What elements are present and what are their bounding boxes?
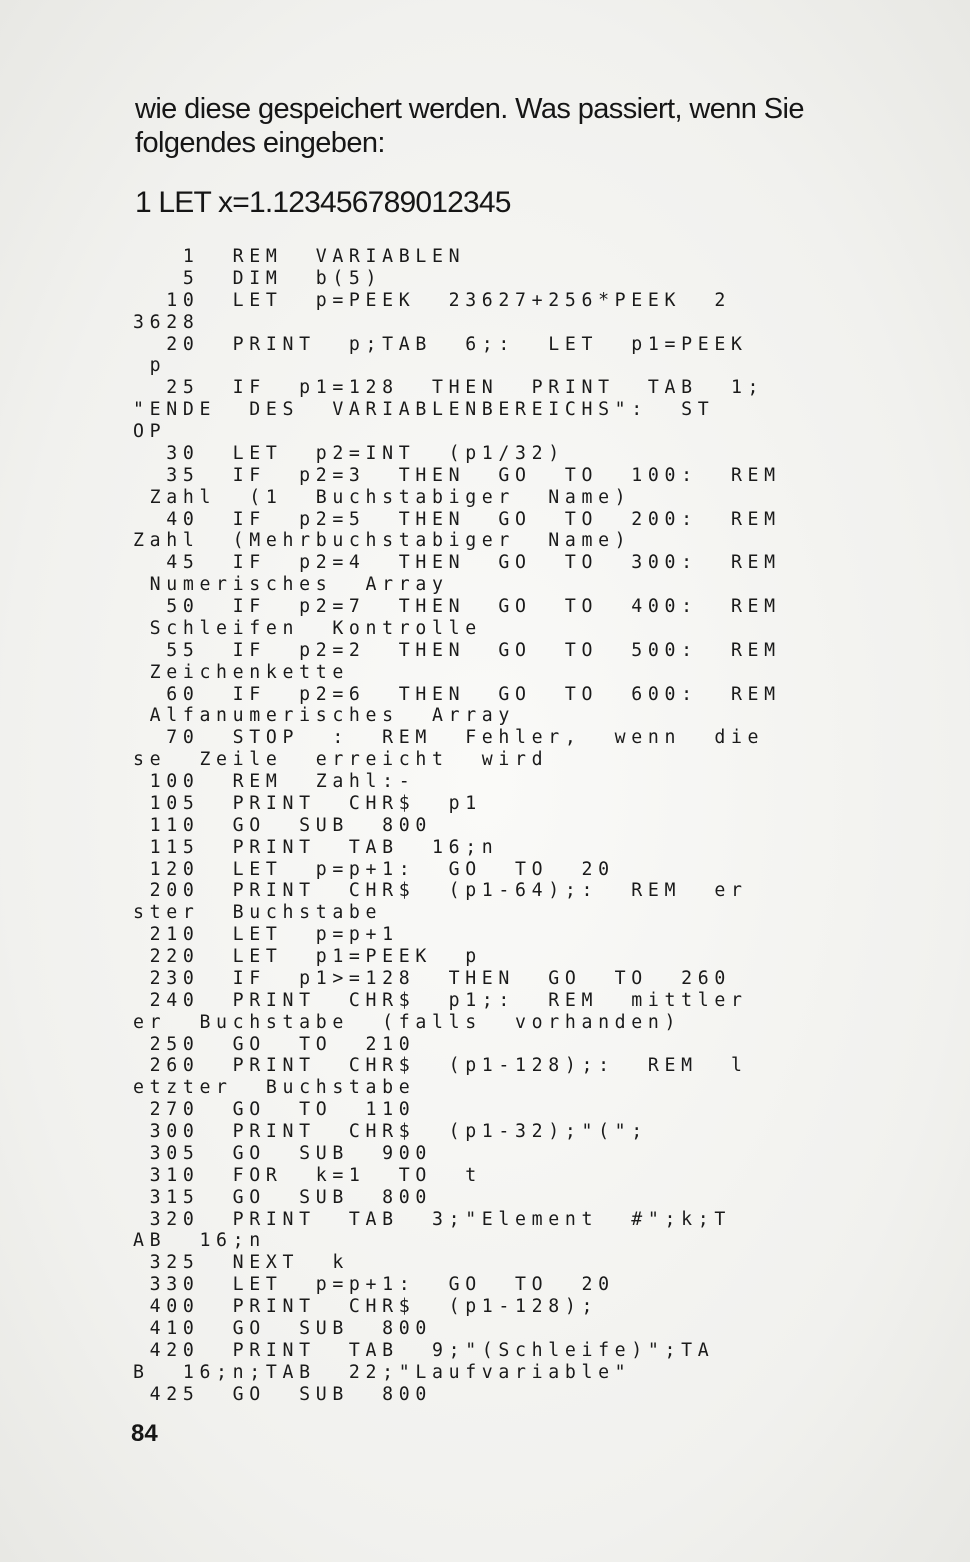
listing-line: 305 GO SUB 900 (133, 1142, 432, 1164)
intro-line-1: wie diese gespeichert werden. Was passiert, wenn Sie (135, 93, 804, 125)
listing-line: Zahl (Mehrbuchstabiger Name) (133, 530, 632, 552)
listing-line: 400 PRINT CHR$ (p1-128); (133, 1296, 599, 1317)
listing-line: 230 IF p1>=128 THEN GO TO 260 (133, 967, 731, 989)
listing-line: "ENDE DES VARIABLENBEREICHS": ST (133, 399, 715, 421)
listing-line: 115 PRINT TAB 16;n (133, 836, 499, 858)
listing-line: Zeichenkette (133, 661, 349, 683)
listing-line: 110 GO SUB 800 (133, 814, 432, 836)
listing-line: Schleifen Kontrolle (133, 617, 482, 639)
listing-line: 20 PRINT p;TAB 6;: LET p1=PEEK (133, 333, 748, 355)
listing-line: 240 PRINT CHR$ p1;: REM mittler (133, 989, 748, 1011)
listing-line: 260 PRINT CHR$ (p1-128);: REM l (133, 1055, 748, 1077)
listing-line: 425 GO SUB 800 (133, 1383, 432, 1405)
listing-line: 270 GO TO 110 (133, 1099, 416, 1121)
page-number: 84 (131, 1420, 158, 1447)
listing-line: 30 LET p2=INT (p1/32) (133, 442, 565, 464)
listing-line: 325 NEXT k (133, 1252, 349, 1274)
listing-line: 120 LET p=p+1: GO TO 20 (133, 858, 615, 880)
basic-program-listing (133, 246, 833, 1405)
listing-line: OP (133, 421, 167, 442)
listing-line: se Zeile erreicht wird (133, 749, 549, 771)
listing-line: 55 IF p2=2 THEN GO TO 500: REM (133, 639, 781, 661)
listing-line: B 16;n;TAB 22;"Laufvariable" (133, 1361, 632, 1383)
listing-line: 40 IF p2=5 THEN GO TO 200: REM (133, 508, 781, 530)
listing-line: Numerisches Array (133, 574, 449, 596)
listing-line: etzter Buchstabe (133, 1077, 416, 1099)
listing-line: 5 DIM b(5) (133, 267, 383, 289)
listing-line: ster Buchstabe (133, 902, 383, 924)
intro-paragraph (135, 92, 855, 160)
listing-line: 70 STOP : REM Fehler, wenn die (133, 727, 765, 749)
listing-line: Zahl (1 Buchstabiger Name) (133, 486, 632, 508)
listing-line: 50 IF p2=7 THEN GO TO 400: REM (133, 596, 781, 617)
listing-line: 315 GO SUB 800 (133, 1186, 432, 1208)
listing-line: 250 GO TO 210 (133, 1033, 416, 1055)
listing-line: 35 IF p2=3 THEN GO TO 100: REM (133, 464, 781, 486)
listing-line: 60 IF p2=6 THEN GO TO 600: REM (133, 683, 781, 705)
listing-line: 105 PRINT CHR$ p1 (133, 792, 482, 814)
listing-line: 420 PRINT TAB 9;"(Schleife)";TA (133, 1339, 715, 1361)
intro-line-2: folgendes eingeben: (135, 127, 385, 159)
listing-line: p (133, 355, 167, 377)
listing-line: 100 REM Zahl:- (133, 771, 416, 792)
listing-line: Alfanumerisches Array (133, 705, 516, 727)
listing-line: er Buchstabe (falls vorhanden) (133, 1011, 682, 1033)
listing-line: 25 IF p1=128 THEN PRINT TAB 1; (133, 377, 765, 399)
listing-line: 410 GO SUB 800 (133, 1317, 432, 1339)
listing-line: 330 LET p=p+1: GO TO 20 (133, 1274, 615, 1296)
listing-line: 220 LET p1=PEEK p (133, 946, 482, 967)
listing-line: 310 FOR k=1 TO t (133, 1164, 482, 1186)
listing-line: 1 REM VARIABLEN (133, 246, 466, 267)
listing-line: 10 LET p=PEEK 23627+256*PEEK 2 (133, 289, 731, 311)
listing-line: 210 LET p=p+1 (133, 924, 399, 946)
let-statement: 1 LET x=1.123456789012345 (135, 186, 511, 219)
listing-line: 45 IF p2=4 THEN GO TO 300: REM (133, 552, 781, 574)
listing-line: 320 PRINT TAB 3;"Element #";k;T (133, 1208, 731, 1230)
listing-line: AB 16;n (133, 1230, 266, 1252)
listing-line: 300 PRINT CHR$ (p1-32);"("; (133, 1121, 648, 1142)
listing-line: 200 PRINT CHR$ (p1-64);: REM er (133, 880, 748, 902)
listing-line: 3628 (133, 311, 200, 333)
